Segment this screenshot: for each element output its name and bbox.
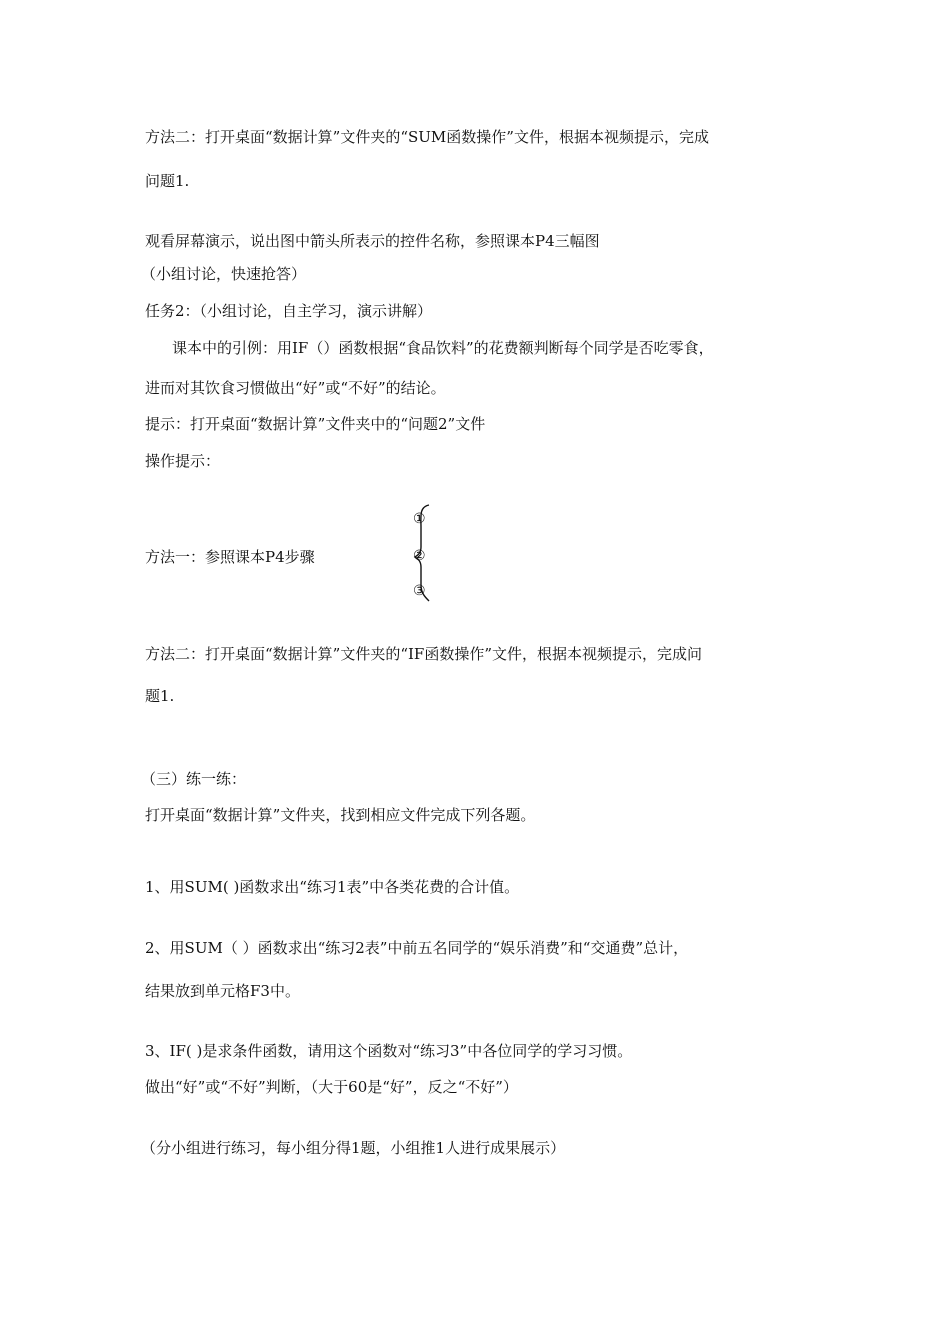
- step-1-marker: ①: [413, 511, 426, 527]
- exercise-1: 1、用SUM( )函数求出“练习1表”中各类花费的合计值。: [145, 878, 520, 896]
- paragraph-example-cont: 进而对其饮食习惯做出“好”或“不好”的结论。: [145, 379, 446, 397]
- paragraph-hint: 提示：打开桌面“数据计算”文件夹中的“问题2”文件: [145, 415, 486, 433]
- paragraph-group-discuss: （小组讨论，快速抢答）: [141, 265, 307, 283]
- paragraph-operation-hint: 操作提示：: [145, 452, 221, 470]
- exercise-3: 3、IF( )是求条件函数，请用这个函数对“练习3”中各位同学的学习习惯。: [145, 1042, 633, 1060]
- section-practice-heading: （三）练一练：: [141, 770, 247, 788]
- paragraph-method2-sum: 方法二：打开桌面“数据计算”文件夹的“SUM函数操作”文件，根据本视频提示，完成: [145, 128, 709, 146]
- step-2-marker: ②: [413, 548, 426, 564]
- paragraph-watch-demo: 观看屏幕演示，说出图中箭头所表示的控件名称，参照课本P4三幅图: [145, 232, 600, 250]
- paragraph-method2-if-cont: 题1.: [145, 687, 175, 705]
- paragraph-group-practice: （分小组进行练习，每小组分得1题，小组推1人进行成果展示）: [141, 1139, 566, 1157]
- paragraph-method1: 方法一：参照课本P4步骤: [145, 548, 315, 566]
- exercise-2-cont: 结果放到单元格F3中。: [145, 982, 300, 1000]
- exercise-2: 2、用SUM（ ）函数求出“练习2表”中前五名同学的“娱乐消费”和“交通费”总计，: [145, 939, 689, 957]
- task2-heading: 任务2：（小组讨论，自主学习，演示讲解）: [145, 302, 433, 320]
- paragraph-example: 课本中的引例：用IF（）函数根据“食品饮料”的花费额判断每个同学是否吃零食，: [172, 339, 714, 357]
- exercise-3-cont: 做出“好”或“不好”判断，（大于60是“好”，反之“不好”）: [145, 1078, 518, 1096]
- paragraph-method2-if: 方法二：打开桌面“数据计算”文件夹的“IF函数操作”文件，根据本视频提示，完成问: [145, 645, 703, 663]
- paragraph-method2-sum-cont: 问题1.: [145, 172, 190, 190]
- paragraph-practice-intro: 打开桌面“数据计算”文件夹，找到相应文件完成下列各题。: [145, 806, 536, 824]
- step-3-marker: ③: [413, 583, 426, 599]
